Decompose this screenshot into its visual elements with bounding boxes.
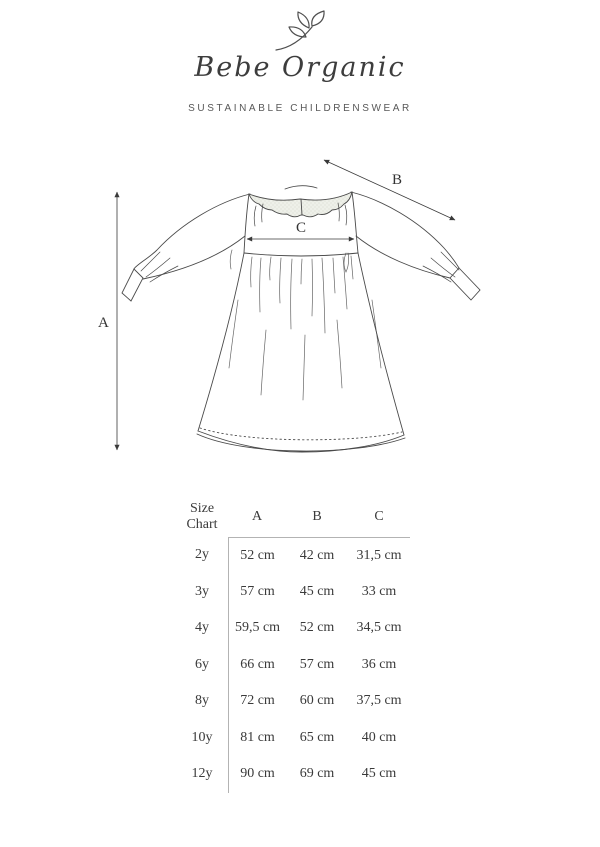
measurement-label-c: C [296,220,307,236]
column-header-c: C [374,509,384,524]
value-a: 59,5 cm [228,610,286,647]
dress-right-sleeve [338,192,480,300]
measurement-arrow-c [247,220,354,239]
value-c: 33 cm [361,583,397,599]
measurement-arrow-b [324,160,455,220]
value-c: 37,5 cm [356,693,402,709]
value-c: 36 cm [361,656,397,672]
size-label: 8y [195,693,209,709]
value-b: 65 cm [299,729,335,745]
size-chart-table [176,497,410,793]
column-header-a: A [251,509,263,524]
value-b: 69 cm [299,766,335,782]
measurement-arrow-a [98,192,117,450]
value-a: 81 cm [228,720,286,757]
size-label: 12y [191,766,213,782]
value-b: 60 cm [299,693,335,709]
value-b: 42 cm [286,537,348,574]
brand-tagline: SUSTAINABLE CHILDRENSWEAR [188,103,412,114]
leaf-sprig-icon [268,8,332,56]
value-a: 57 cm [228,574,286,611]
column-header-b: B [312,509,322,524]
size-label: 2y [195,547,209,563]
value-c: 31,5 cm [348,537,410,574]
dress-neckline [285,186,317,189]
dress-measurement-diagram [85,140,485,470]
measurement-label-a: A [98,315,109,331]
value-a: 52 cm [228,537,286,574]
value-b: 57 cm [299,656,335,672]
size-chart-title-line1: Size [189,500,215,516]
size-label: 4y [195,620,209,636]
measurement-label-b: B [392,172,403,188]
value-c: 34,5 cm [356,620,402,636]
value-a: 72 cm [228,683,286,720]
dress-left-sleeve [122,194,263,301]
value-c: 40 cm [361,729,397,745]
value-a: 90 cm [228,756,286,793]
size-label: 3y [195,583,209,599]
size-label: 6y [195,656,209,672]
value-c: 45 cm [361,766,397,782]
brand-name: Bebe Organic [194,52,406,83]
hem-stitch-line [200,428,402,440]
dress-gathers [229,250,381,400]
dress-collar [249,192,352,217]
value-a: 66 cm [228,647,286,684]
size-label: 10y [191,729,213,745]
value-b: 45 cm [299,583,335,599]
size-chart-title [176,497,228,537]
size-chart-title-line2: Chart [186,517,218,532]
value-b: 52 cm [299,620,335,636]
